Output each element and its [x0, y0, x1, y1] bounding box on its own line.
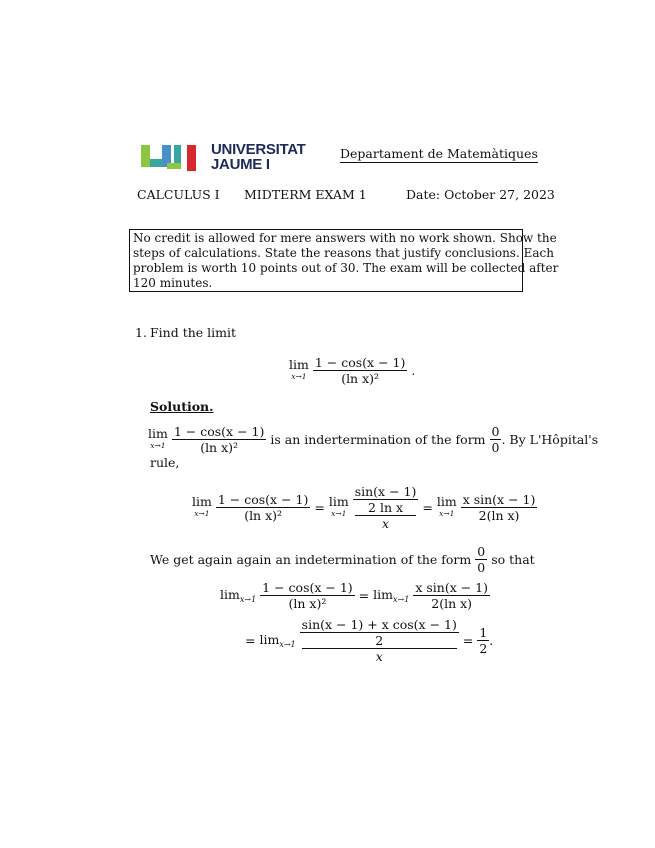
so-that-text: so that [491, 552, 535, 567]
limit-operator: lim x→1 [289, 356, 309, 381]
equals-sign: = [314, 500, 325, 515]
rule-text: rule, [150, 455, 180, 470]
equals-sign: = [462, 633, 474, 648]
lhopital-text: . By L'Hôpital's [501, 432, 599, 447]
zero-over-zero: $\frac{0}{0}$ [477, 544, 486, 575]
exam-name: MIDTERM EXAM 1 [244, 187, 367, 202]
instructions-line: 120 minutes. [133, 276, 213, 290]
main-fraction: $\frac{1 - \cos(x - 1)}{\text{(ln x)²}}$ [217, 492, 309, 523]
again-text: We get again again an indetermination of the form [150, 552, 472, 567]
main-fraction: $\frac{1 - \cos(x - 1)}{\text{(ln x)²}}$ [314, 355, 406, 386]
logo-text-line1: UNIVERSITAT [211, 141, 306, 158]
university-logo [141, 141, 313, 173]
equals-sign: = [358, 588, 370, 603]
final-equation-line-2 [245, 617, 497, 664]
solution-line-2 [150, 544, 539, 575]
limit-inline: $\lim_{x\to 1}$ [220, 587, 257, 604]
limit-operator: lim x→1 [436, 493, 457, 518]
simplified-fraction: $\frac{\text{x sin(x − 1)}}{\text{2(ln x)}}$ [415, 580, 488, 611]
period: . [489, 633, 494, 648]
limit-operator: lim x→1 [328, 493, 349, 518]
limit-operator: lim x→1 [192, 493, 212, 518]
logo-text-line2: JAUME I [211, 156, 270, 173]
limit-inline: $\lim_{x\to 1}$ [373, 587, 410, 604]
main-fraction: $\frac{1 - \cos(x - 1)}{\text{(ln x)²}}$ [173, 424, 265, 455]
equals-sign: = [422, 500, 433, 515]
zero-over-zero: $\frac{0}{0}$ [491, 424, 500, 455]
main-fraction: $\frac{1 - \cos(x - 1)}{\text{(ln x)²}}$ [262, 580, 353, 611]
derivative-fraction: sin(x − 1) 2 ln x x [354, 484, 417, 531]
solution-label: Solution. [150, 399, 214, 414]
university-logo-mark [141, 141, 207, 173]
instructions-line: steps of calculations. State the reasons that justify conclusions. Each [133, 246, 554, 260]
final-fraction: sin(x − 1) + x cos(x − 1) 2 x [301, 617, 457, 664]
main-limit-expression [289, 355, 419, 386]
result-fraction: $\frac{1}{2}$ [479, 625, 488, 656]
lhopital-step [192, 484, 541, 531]
problem-statement: Find the limit [150, 325, 237, 340]
solution-line-1 [148, 424, 602, 455]
final-equation-line-1 [220, 580, 494, 611]
instructions-line: No credit is allowed for mere answers with no work shown. Show the [133, 231, 557, 245]
simplified-fraction: $\frac{\text{x sin(x − 1)}}{\text{2(ln x)}}$ [462, 492, 536, 523]
instructions-line: problem is worth 10 points out of 30. The exam will be collected after [133, 261, 559, 275]
limit-inline: $\lim_{x\to 1}$ [259, 632, 296, 649]
course-name: CALCULUS I [137, 187, 220, 202]
exam-date: Date: October 27, 2023 [406, 187, 555, 202]
equals-sign: = [245, 633, 256, 648]
limit-operator: lim x→1 [148, 425, 168, 450]
problem-number: 1. [135, 325, 147, 340]
department-name: Departament de Matemàtiques [340, 146, 538, 161]
instructions-box [129, 229, 559, 292]
indetermination-text: is an indertermination of the form [270, 432, 486, 447]
period: . [411, 363, 416, 378]
